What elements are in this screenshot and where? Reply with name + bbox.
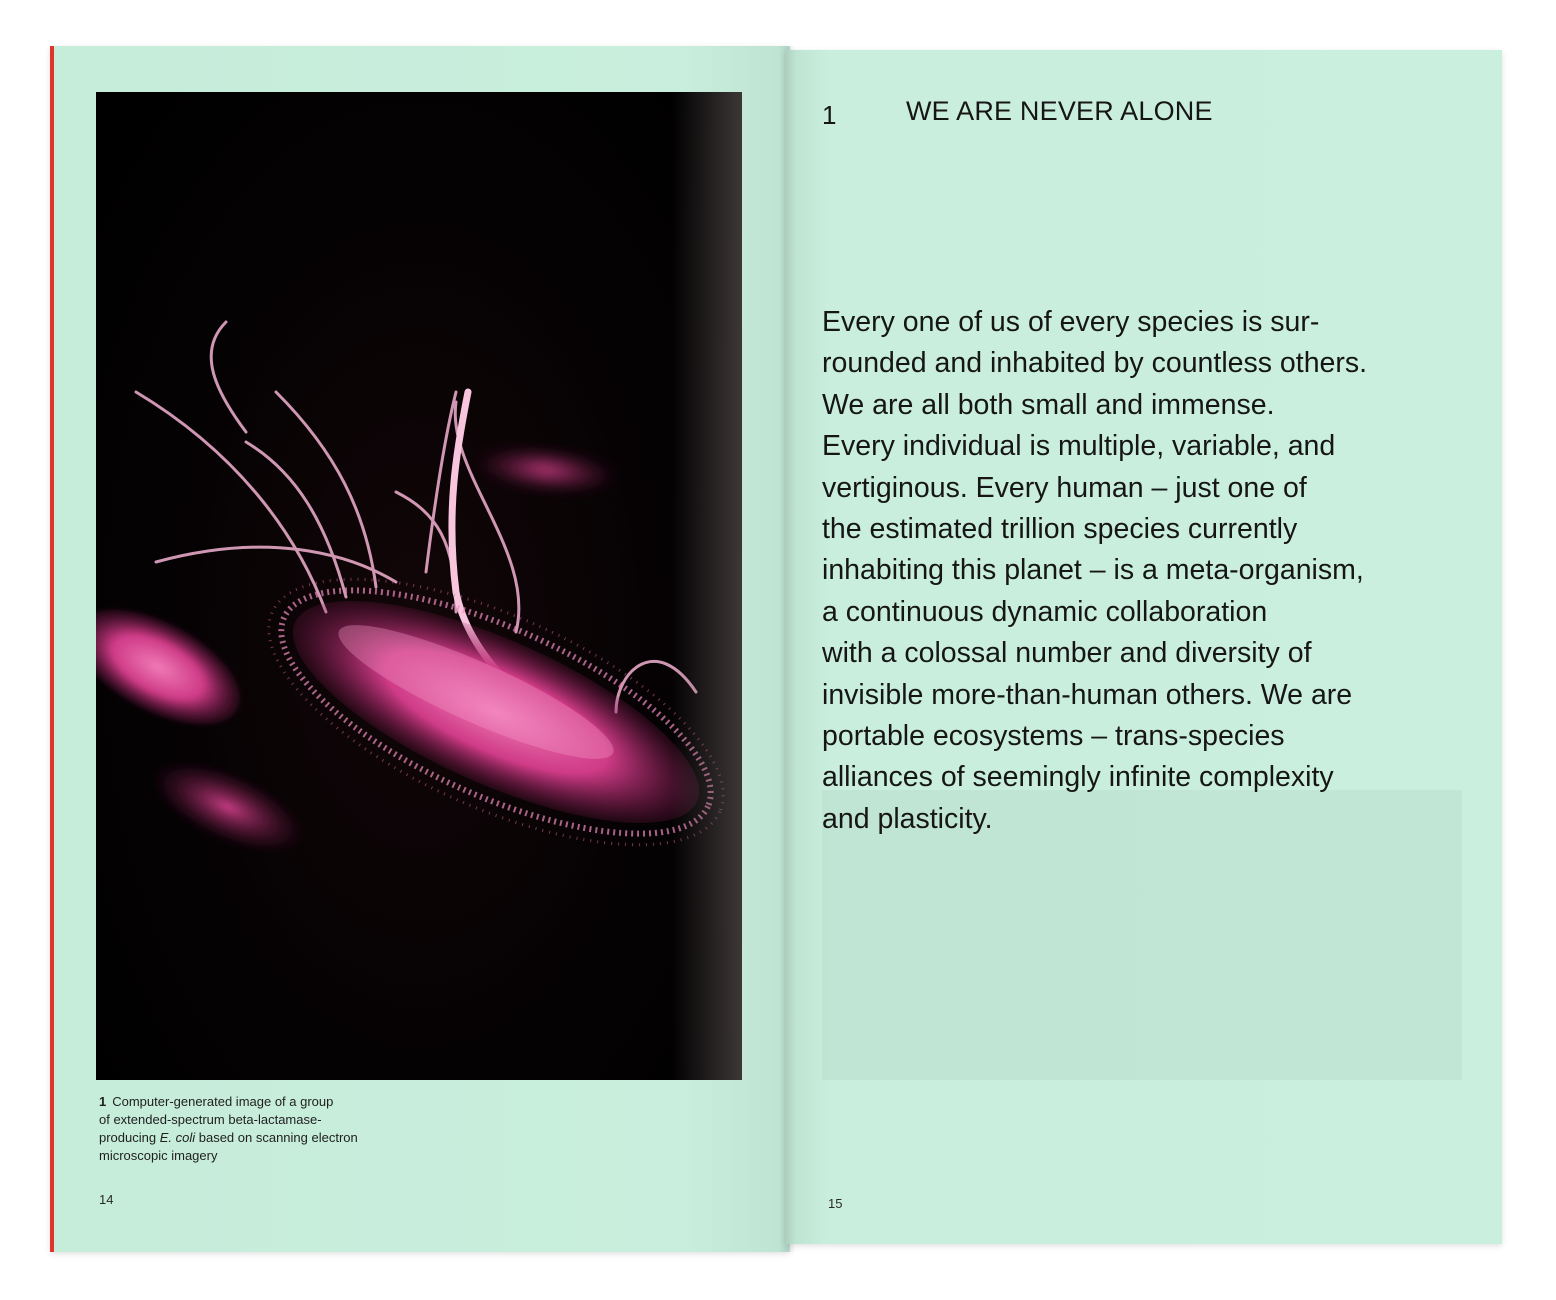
body-line: the estimated trillion species currently [822,513,1298,546]
body-line: rounded and inhabited by countless others. [822,347,1368,380]
page-number-right: 15 [828,1196,843,1211]
body-line: with a colossal number and diversity of [822,637,1312,670]
body-line: Every individual is multiple, variable, and [822,430,1336,463]
chapter-title: WE ARE NEVER ALONE [906,96,1213,126]
caption-species-name: E. coli [159,1130,196,1145]
caption-line-4: microscopic imagery [99,1148,218,1163]
caption-line-1: Computer-generated image of a group [112,1094,334,1109]
body-line: invisible more-than-human others. We are [822,678,1353,711]
right-page [786,50,1502,1244]
book-gutter [778,46,796,1252]
body-line: Every one of us of every species is sur- [822,306,1320,338]
body-text [822,302,1492,840]
bacteria-illustration [96,92,742,1080]
body-line: a continuous dynamic collaboration [822,595,1268,628]
body-line: portable ecosystems – trans-species [822,720,1285,753]
caption-line-3-pre: producing [99,1130,160,1145]
caption-number: 1 [99,1094,107,1109]
book-spread [50,46,1502,1252]
caption-line-3-post: based on scanning electron [195,1130,358,1145]
body-line: and plasticity. [822,802,993,835]
body-line: vertiginous. Every human – just one of [822,471,1307,504]
body-line: inhabiting this planet – is a meta-organism, [822,554,1364,587]
caption-line-2: of extended-spectrum beta-lactamase- [99,1112,322,1127]
body-line: We are all both small and immense. [822,388,1275,421]
photo-edge-light [672,92,742,1080]
body-line: alliances of seemingly infinite complexity [822,761,1334,794]
page-number-left: 14 [99,1192,114,1207]
figure-caption [99,1093,419,1165]
figure-image [96,92,742,1080]
chapter-number: 1 [822,100,837,130]
left-page [50,46,790,1252]
